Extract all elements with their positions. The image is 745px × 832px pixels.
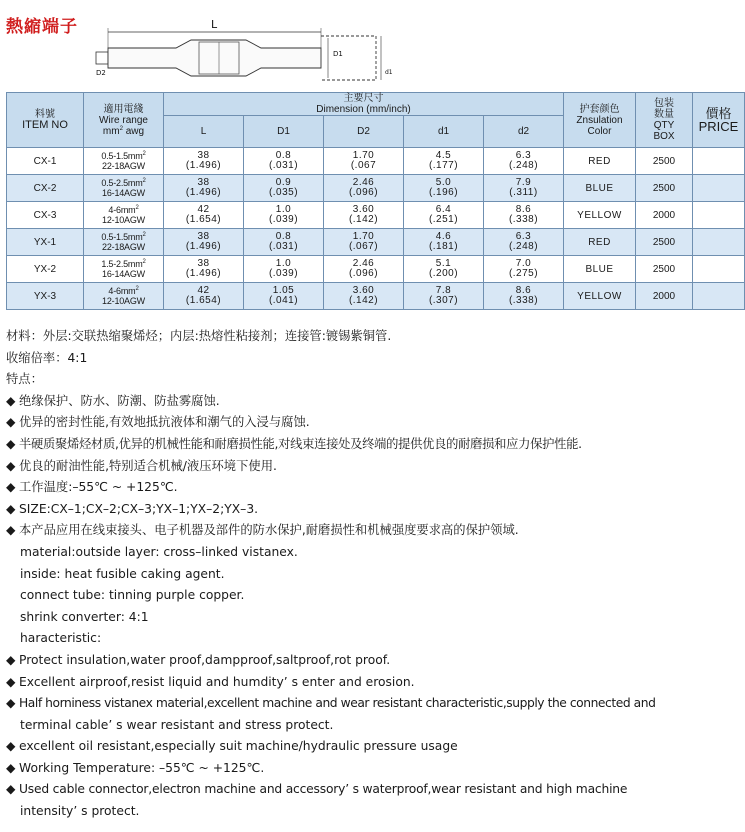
header-qty: 包装 数量 QTY BOX	[636, 93, 693, 148]
header-D2: D2	[324, 116, 404, 148]
en-shrink: shrink converter: 4:1	[20, 609, 149, 624]
terminal-diagram	[96, 8, 396, 88]
spec-table	[6, 92, 745, 310]
header-d2: d2	[484, 116, 564, 148]
header-price: 價格 PRICE	[693, 93, 745, 148]
list-item: ◆ Excellent airproof,resist liquid and humdity’ s enter and erosion.	[6, 674, 415, 689]
table-row: CX-2 $0.5-2.5mm^2$ 16-14AGW 38 (1.496) 0.9 (.035) 2.46 (.096) 5.0 (.196) 7.9 (.311) BLUE 2500	[7, 175, 745, 202]
en-material: material:outside layer: cross–linked vistanex.	[20, 544, 298, 559]
dim-d1-label: d1	[385, 69, 393, 76]
list-item: ◆ SIZE:CX–1;CX–2;CX–3;YX–1;YX–2;YX–3.	[6, 501, 259, 516]
list-item: ◆ 优良的耐油性能,特别适合机械/液压环境下使用.	[6, 458, 277, 473]
table-row: CX-1 $0.5-1.5mm^2$ 22-18AGW 38 (1.496) 0.8 (.031) 1.70 (.067 4.5 (.177) 6.3 (.248) RED 2500	[7, 148, 745, 175]
header-dimension: 主要尺寸 Dimension (mm/inch)	[164, 93, 564, 116]
list-item: ◆ 绝缘保护、防水、防潮、防盐雾腐蚀.	[6, 393, 220, 408]
table-row: YX-2 $1.5-2.5mm^2$ 16-14AGW 38 (1.496) 1.0 (.039) 2.46 (.096) 5.1 (.200) 7.0 (.275) BLUE 2500	[7, 256, 745, 283]
header-D1: D1	[244, 116, 324, 148]
list-item: ◆ Used cable connector,electron machine and accessory’ s waterproof,wear resistant and high machine	[6, 782, 628, 797]
list-item: ◆ Half horniness vistanex material,excellent machine and wear resistant characteristic,supply the connected and	[6, 696, 656, 711]
header-color: 护套颜色 Znsulation Color	[564, 93, 636, 148]
dim-D1-label: D1	[333, 50, 343, 58]
list-item-continued: intensity’ s protect.	[20, 804, 140, 819]
table-row: YX-1 $0.5-1.5mm^2$ 22-18AGW 38 (1.496) 0.8 (.031) 1.70 (.067) 4.6 (.181) 6.3 (.248) RED 2500	[7, 229, 745, 256]
header-item: 料號 ITEM NO	[7, 93, 84, 148]
dim-D2-label: D2	[96, 69, 106, 77]
material-cn: 材料：外层:交联热缩聚烯烃；内层:热熔性粘接剂；连接管:镀锡紫铜管.	[6, 329, 392, 343]
list-item: ◆ 工作温度:–55℃ ~ +125℃.	[6, 480, 178, 495]
header-L: L	[164, 116, 244, 148]
list-item: ◆ Working Temperature: –55℃ ~ +125℃.	[6, 760, 265, 775]
dim-L-label: L	[211, 18, 218, 31]
list-item: ◆ excellent oil resistant,especially suit machine/hydraulic pressure usage	[6, 739, 458, 754]
description	[6, 326, 696, 823]
page-title: 熱縮端子	[6, 17, 78, 37]
en-connect: connect tube: tinning purple copper.	[20, 588, 245, 603]
en-inside: inside: heat fusible caking agent.	[20, 566, 225, 581]
en-characteristic: haracteristic:	[20, 631, 102, 646]
header-wire: 適用電綫 Wire range $mm^2$ awg	[84, 93, 164, 148]
list-item: ◆ Protect insulation,water proof,dampproof,saltproof,rot proof.	[6, 652, 391, 667]
list-item: ◆ 优异的密封性能,有效地抵抗液体和潮气的入浸与腐蚀.	[6, 415, 310, 430]
shrink-cn: 收缩倍率：4:1	[6, 350, 88, 365]
list-item-continued: terminal cable’ s wear resistant and stress protect.	[20, 717, 334, 732]
list-item: ◆ 半硬质聚烯烃材质,优异的机械性能和耐磨损性能,对线束连接处及终端的提供优良的耐磨损和应力保护性能.	[6, 436, 582, 451]
features-cn: 特点：	[6, 372, 43, 387]
list-item: ◆ 本产品应用在线束接头、电子机器及部件的防水保护,耐磨损性和机械强度要求高的保护领域.	[6, 523, 519, 538]
table-row: CX-3 $4-6mm^2$ 12-10AGW 42 (1.654) 1.0 (.039) 3.60 (.142) 6.4 (.251) 8.6 (.338) YELLOW 2000	[7, 202, 745, 229]
header-d1: d1	[404, 116, 484, 148]
table-row: YX-3 $4-6mm^2$ 12-10AGW 42 (1.654) 1.05 (.041) 3.60 (.142) 7.8 (.307) 8.6 (.338) YELLOW 2000	[7, 283, 745, 310]
